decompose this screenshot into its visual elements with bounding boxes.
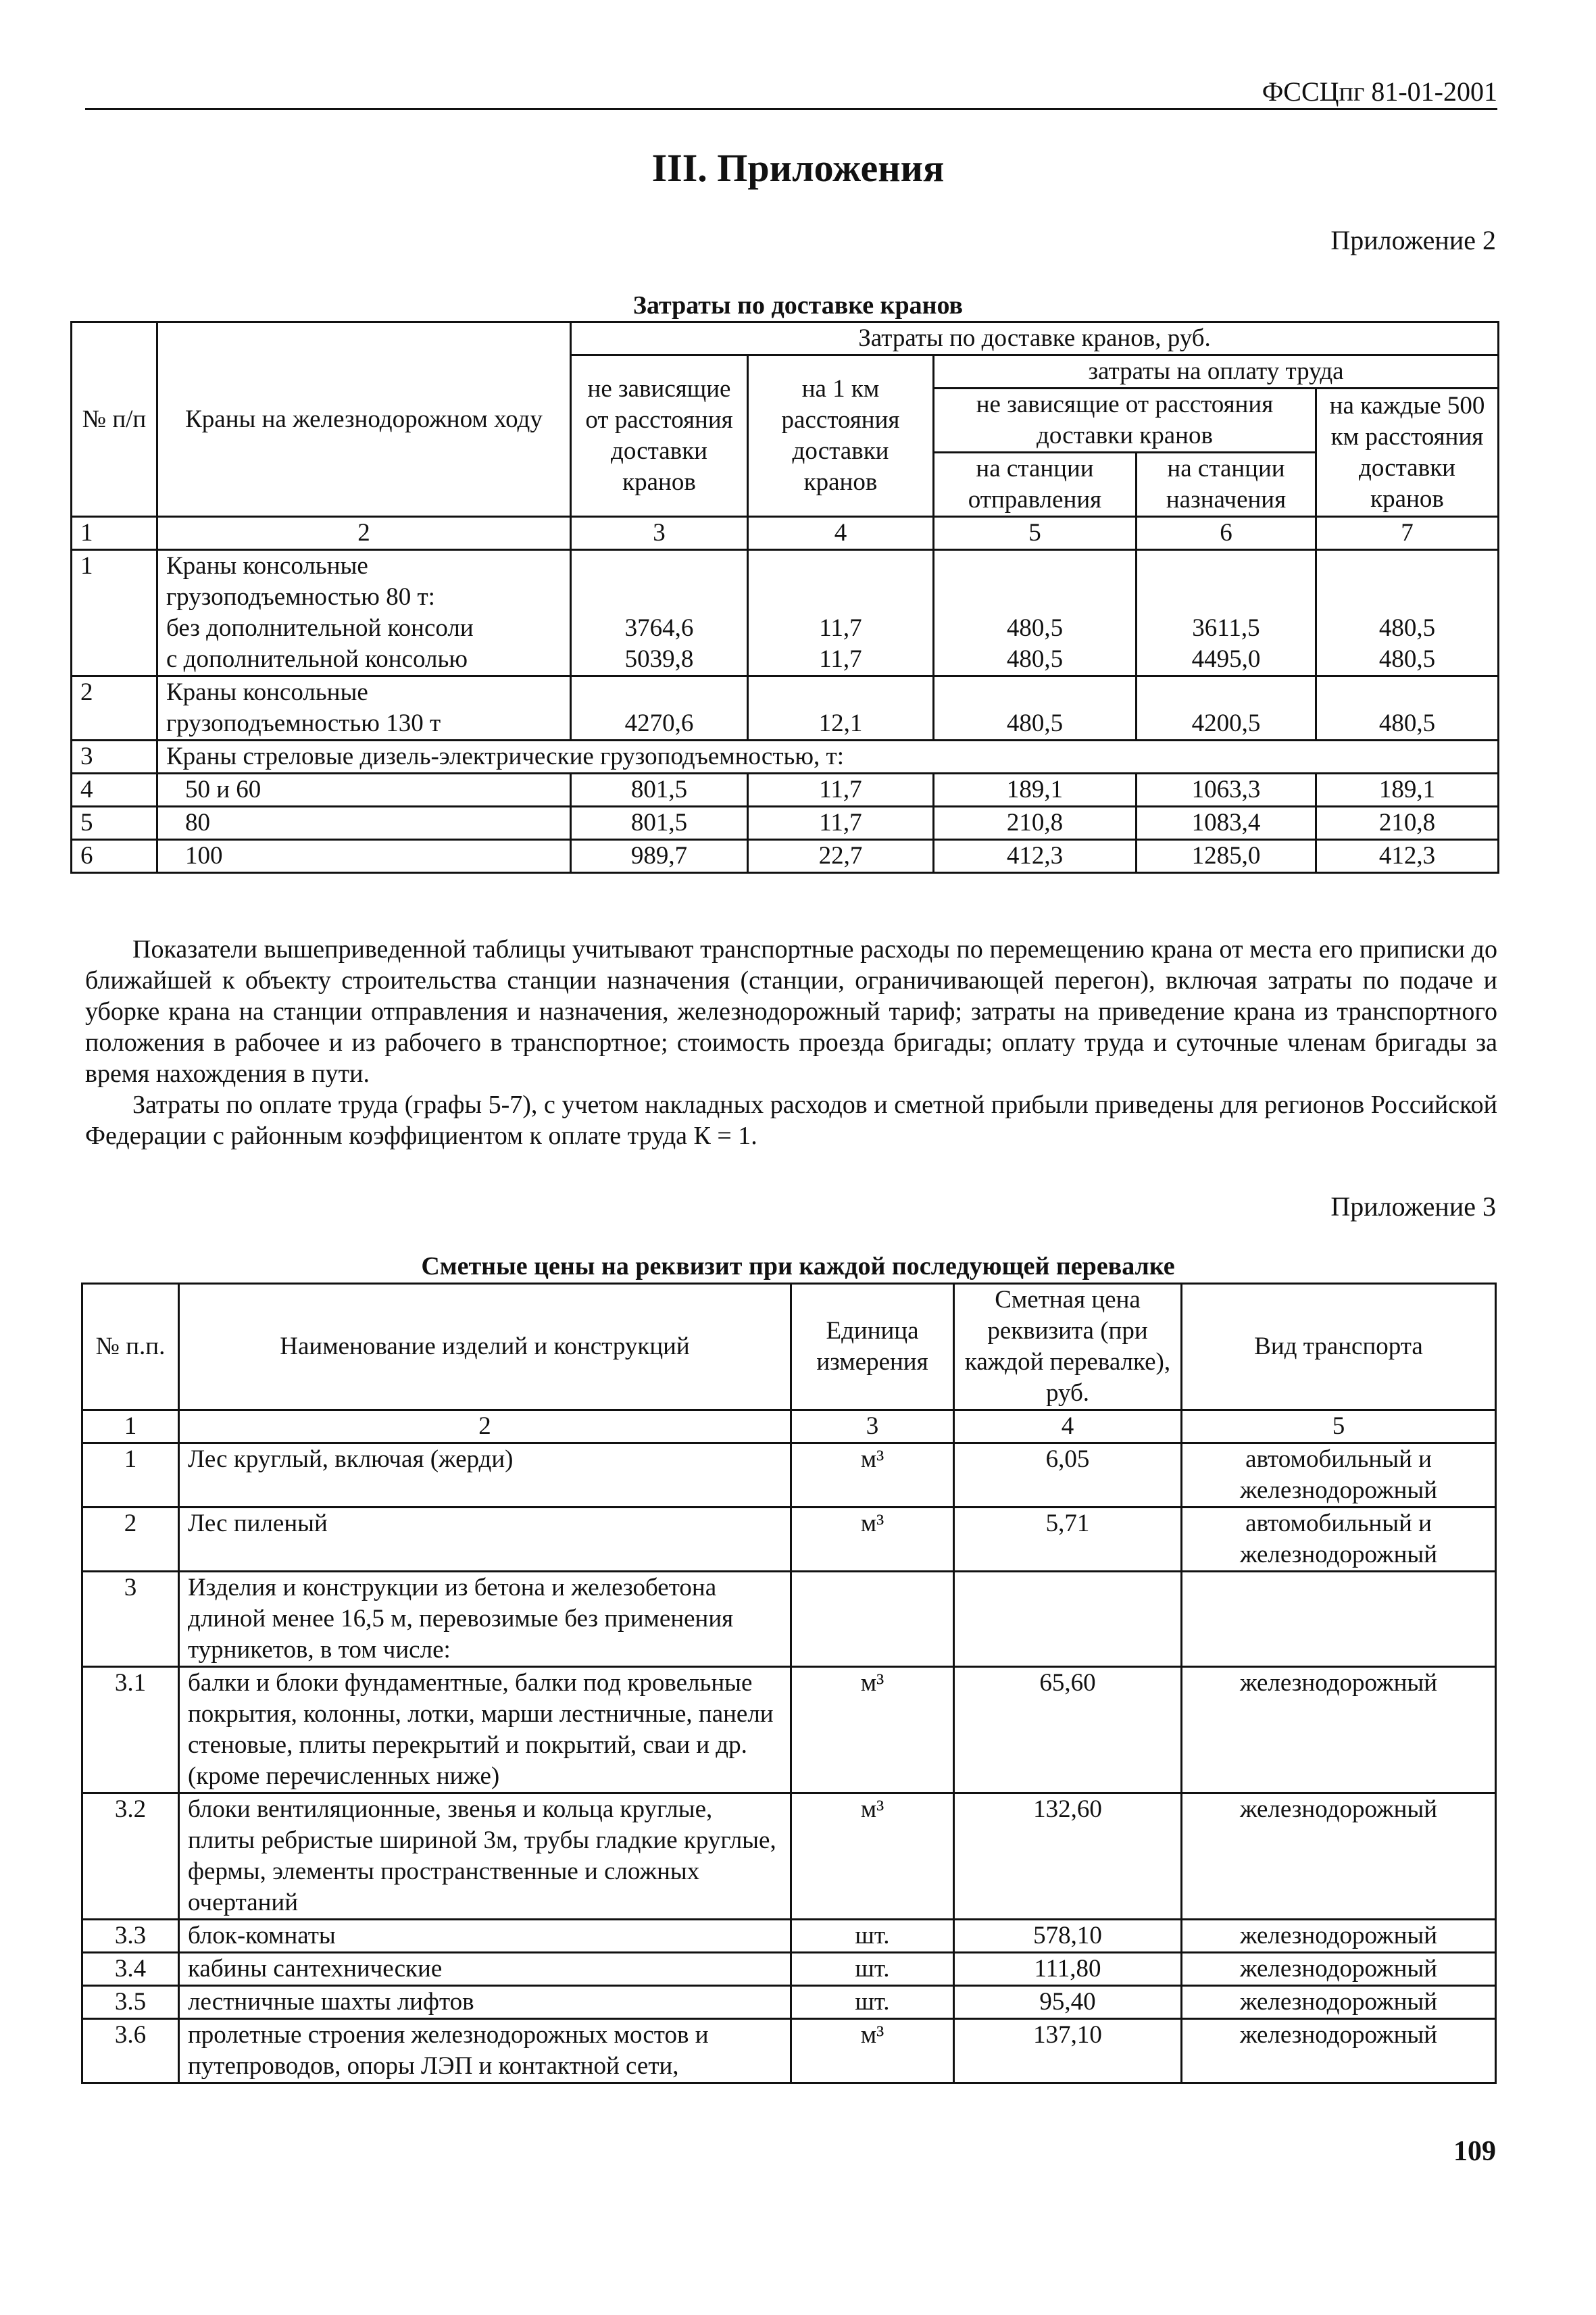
- cost-value: 1063,3: [1137, 774, 1316, 807]
- table-row: [72, 774, 1499, 807]
- item-name: блоки вентиляционные, звенья и кольца круглые, плиты ребристые шириной 3м, трубы гладкие круглые, фермы, элементы пространственные и сложных очертаний: [179, 1793, 791, 1920]
- col-num: 6: [1137, 517, 1316, 550]
- header-num: № п/п: [72, 322, 157, 517]
- cost-value: 801,5: [571, 774, 748, 807]
- table-row: [82, 2019, 1496, 2083]
- header-station-destination: на станции назначения: [1137, 453, 1316, 517]
- table-row: [82, 1572, 1496, 1667]
- row-num: 3.1: [82, 1667, 179, 1793]
- section-title: III. Приложения: [651, 146, 945, 190]
- table-row: [72, 676, 1499, 741]
- cost-value: 412,3: [934, 840, 1137, 873]
- transport: [1182, 1572, 1496, 1667]
- row-num: 5: [72, 807, 157, 840]
- unit: м³: [791, 1443, 954, 1508]
- table-row: [82, 1508, 1496, 1572]
- cost-value: 210,8: [1316, 807, 1499, 840]
- unit: шт.: [791, 1986, 954, 2019]
- header-num: № п.п.: [82, 1284, 179, 1410]
- price: 111,80: [954, 1953, 1182, 1986]
- col-num: 5: [1182, 1410, 1496, 1443]
- table-row: [82, 1920, 1496, 1953]
- col-num: 1: [82, 1410, 179, 1443]
- unit: шт.: [791, 1920, 954, 1953]
- table-row: [72, 741, 1499, 774]
- cost-cell: [1316, 550, 1499, 676]
- transport: железнодорожный: [1182, 1986, 1496, 2019]
- item-name: кабины сантехнические: [179, 1953, 791, 1986]
- row-num: 3.5: [82, 1986, 179, 2019]
- row-num: 3.6: [82, 2019, 179, 2083]
- item-name: Изделия и конструкции из бетона и железобетона длиной менее 16,5 м, перевозимые без применения турникетов, в том числе:: [179, 1572, 791, 1667]
- col-num: 2: [157, 517, 571, 550]
- row-num: 3.2: [82, 1793, 179, 1920]
- cost-value: 11,7: [748, 774, 934, 807]
- transport: железнодорожный: [1182, 1667, 1496, 1793]
- row-num: 1: [82, 1443, 179, 1508]
- row-num: 3.4: [82, 1953, 179, 1986]
- col-num: 3: [791, 1410, 954, 1443]
- header-item-name: Наименование изделий и конструкций: [179, 1284, 791, 1410]
- table-1-title: Затраты по доставке кранов: [632, 291, 964, 320]
- col-num: 3: [571, 517, 748, 550]
- column-number-row: [72, 517, 1499, 550]
- item-name: Лес пиленый: [179, 1508, 791, 1572]
- table-row: [82, 1443, 1496, 1508]
- item-name: лестничные шахты лифтов: [179, 1986, 791, 2019]
- cost-value: 11,7: [819, 614, 862, 642]
- transport: автомобильный и железнодорожный: [1182, 1443, 1496, 1508]
- cost-value: 989,7: [571, 840, 748, 873]
- header-per-km: на 1 км расстояния доставки кранов: [748, 355, 934, 517]
- cost-value: 1285,0: [1137, 840, 1316, 873]
- row-num: 2: [82, 1508, 179, 1572]
- row-num: 3: [72, 741, 157, 774]
- table-notes: [85, 934, 1497, 1151]
- cost-value: 5039,8: [624, 645, 694, 673]
- appendix-3-label: Приложение 3: [1330, 1191, 1496, 1222]
- transport: железнодорожный: [1182, 1953, 1496, 1986]
- col-num: 5: [934, 517, 1137, 550]
- col-num: 1: [72, 517, 157, 550]
- price: 5,71: [954, 1508, 1182, 1572]
- cost-value: 189,1: [934, 774, 1137, 807]
- header-station-departure: на станции отправления: [934, 453, 1137, 517]
- props-price-table: [81, 1283, 1497, 2084]
- header-independent: не зависящие от расстояния доставки кранов: [571, 355, 748, 517]
- crane-delivery-table: [70, 321, 1499, 874]
- table-header-row: [82, 1284, 1496, 1410]
- unit: м³: [791, 2019, 954, 2083]
- column-number-row: [82, 1410, 1496, 1443]
- cost-value: 480,5: [1378, 614, 1436, 642]
- crane-group-line: грузоподъемностью 130 т: [166, 710, 441, 737]
- table-2-title: Сметные цены на реквизит при каждой последующей перевалке: [421, 1252, 1175, 1280]
- crane-group-name: Краны стреловые дизель-электрические грузоподъемностью, т:: [157, 741, 1499, 774]
- crane-group-name: [157, 550, 571, 676]
- col-num: 4: [748, 517, 934, 550]
- crane-group-line: грузоподъемностью 80 т:: [166, 583, 435, 611]
- price: 137,10: [954, 2019, 1182, 2083]
- page-number: 109: [1453, 2136, 1496, 2167]
- table-row: [82, 1953, 1496, 1986]
- crane-capacity: 80: [157, 807, 571, 840]
- note-paragraph: Затраты по оплате труда (графы 5-7), с учетом накладных расходов и сметной прибыли приведены для регионов Российской Федерации с районным коэффициентом к оплате труда К = 1.: [85, 1091, 1497, 1150]
- crane-group-line: Краны консольные: [166, 678, 368, 706]
- cost-value: 801,5: [571, 807, 748, 840]
- col-num: 7: [1316, 517, 1499, 550]
- price: [954, 1572, 1182, 1667]
- row-num: 4: [72, 774, 157, 807]
- crane-group-line: Краны консольные: [166, 552, 368, 580]
- table-row: [72, 807, 1499, 840]
- header-rule: [85, 108, 1497, 110]
- cost-value: 3611,5: [1192, 614, 1260, 642]
- header-per-500km: на каждые 500 км расстояния доставки кранов: [1316, 389, 1499, 517]
- cost-value: 480,5: [934, 676, 1137, 741]
- table-row: [72, 840, 1499, 873]
- cost-value: 4495,0: [1191, 645, 1261, 673]
- crane-capacity: 50 и 60: [157, 774, 571, 807]
- cost-value: 480,5: [1006, 645, 1064, 673]
- price: 6,05: [954, 1443, 1182, 1508]
- transport: железнодорожный: [1182, 1920, 1496, 1953]
- item-name: Лес круглый, включая (жерди): [179, 1443, 791, 1508]
- table-row: [82, 1986, 1496, 2019]
- cost-cell: [934, 550, 1137, 676]
- row-num: 2: [72, 676, 157, 741]
- item-name: балки и блоки фундаментные, балки под кровельные покрытия, колонны, лотки, марши лестничные, панели стеновые, плиты перекрытий и покрытий, сваи и др. (кроме перечисленных ниже): [179, 1667, 791, 1793]
- cost-cell: [748, 550, 934, 676]
- col-num: 2: [179, 1410, 791, 1443]
- unit: шт.: [791, 1953, 954, 1986]
- crane-group-name: [157, 676, 571, 741]
- cost-value: 4200,5: [1137, 676, 1316, 741]
- cost-cell: [1137, 550, 1316, 676]
- header-unit: Единица измерения: [791, 1284, 954, 1410]
- col-num: 4: [954, 1410, 1182, 1443]
- unit: [791, 1572, 954, 1667]
- cost-value: 22,7: [748, 840, 934, 873]
- header-crane-name: Краны на железнодорожном ходу: [157, 322, 571, 517]
- document-code: ФССЦпг 81-01-2001: [1262, 76, 1497, 107]
- row-num: 1: [72, 550, 157, 676]
- cost-value: 480,5: [1006, 614, 1064, 642]
- price: 132,60: [954, 1793, 1182, 1920]
- item-name: блок-комнаты: [179, 1920, 791, 1953]
- cost-value: 4270,6: [571, 676, 748, 741]
- cost-value: 11,7: [748, 807, 934, 840]
- header-price: Сметная цена реквизита (при каждой перевалке), руб.: [954, 1284, 1182, 1410]
- table-row: [72, 550, 1499, 676]
- cost-value: 11,7: [819, 645, 862, 673]
- header-cost-group: Затраты по доставке кранов, руб.: [571, 322, 1499, 355]
- appendix-2-label: Приложение 2: [1330, 225, 1496, 255]
- price: 95,40: [954, 1986, 1182, 2019]
- header-transport: Вид транспорта: [1182, 1284, 1496, 1410]
- note-paragraph: Показатели вышеприведенной таблицы учитывают транспортные расходы по перемещению крана от места его приписки до ближайшей к объекту строительства станции назначения (станции, ограничивающей перегон), включая затраты по подаче и уборке крана на станции отправления и назначения, железнодорожный тариф; затраты на приведение крана из транспортного положения в рабочее и из рабочего в транспортное; стоимость проезда бригады; оплату труда и суточные членам бригады за время нахождения в пути.: [85, 935, 1497, 1088]
- unit: м³: [791, 1508, 954, 1572]
- price: 578,10: [954, 1920, 1182, 1953]
- transport: железнодорожный: [1182, 2019, 1496, 2083]
- crane-capacity: 100: [157, 840, 571, 873]
- item-name: пролетные строения железнодорожных мостов и путепроводов, опоры ЛЭП и контактной сети,: [179, 2019, 791, 2083]
- cost-value: 210,8: [934, 807, 1137, 840]
- header-labor-independent: не зависящие от расстояния доставки кранов: [934, 389, 1316, 453]
- table-row: [82, 1793, 1496, 1920]
- transport: железнодорожный: [1182, 1793, 1496, 1920]
- row-num: 6: [72, 840, 157, 873]
- table-row: [82, 1667, 1496, 1793]
- cost-value: 480,5: [1378, 645, 1436, 673]
- cost-value: 189,1: [1316, 774, 1499, 807]
- cost-value: 480,5: [1316, 676, 1499, 741]
- price: 65,60: [954, 1667, 1182, 1793]
- transport: автомобильный и железнодорожный: [1182, 1508, 1496, 1572]
- cost-value: 3764,6: [624, 614, 694, 642]
- unit: м³: [791, 1793, 954, 1920]
- header-labor: затраты на оплату труда: [934, 355, 1499, 389]
- cost-value: 1083,4: [1137, 807, 1316, 840]
- crane-variant-name: без дополнительной консоли: [166, 614, 474, 642]
- unit: м³: [791, 1667, 954, 1793]
- cost-cell: [571, 550, 748, 676]
- row-num: 3: [82, 1572, 179, 1667]
- cost-value: 12,1: [748, 676, 934, 741]
- cost-value: 412,3: [1316, 840, 1499, 873]
- crane-variant-name: с дополнительной консолью: [166, 645, 468, 673]
- table-header-row: [72, 322, 1499, 355]
- row-num: 3.3: [82, 1920, 179, 1953]
